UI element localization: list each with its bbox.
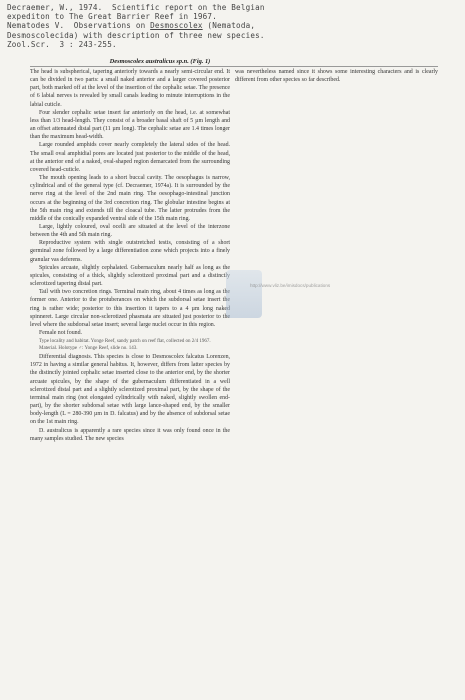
species-title: Desmoscolex australicus sp.n. (Fig. 1)	[109, 58, 211, 65]
paragraph-mouth: The mouth opening leads to a short buccal cavity. The oesophagus is narrow, cylindrical and of the general type (cf. Decraemer, 1974a). It is surrounded by the nerve ring at the level of the 2nd main ring. The oesophago-intestinal junction occurs at the beginning of the 3rd concretion ring. The globular intestine begins at the 5th main ring and extends till the cloacal tube. The latter protrudes from the middle of the conically expanded ventral side of the 15th main ring.	[30, 175, 230, 222]
left-column	[30, 68, 230, 443]
female-note: Female not found.	[39, 330, 83, 336]
paragraph-ocelli: Large, lightly coloured, oval ocelli are situated at the level of the interzone between the 4th and 5th main ring.	[30, 223, 230, 239]
paragraph-tail: Tail with two concretion rings. Terminal main ring, about 4 times as long as the former one. Anterior to the protuberances on which the subdorsal setae insert the ring is rather wide; posterior to this insertion it tapers to a 4 µm long naked spinneret. Large circular non-sclerotized phasmata are situated just posterior to the level where the subdorsal setae insert; several large nuclei occur in this region.	[30, 289, 230, 328]
citation-line-1: Decraemer, W., 1974. Scientific report on the Belgian	[7, 3, 265, 12]
citation-line-5: Zool.Scr. 3 : 243-255.	[7, 39, 117, 49]
paragraph-cephalic-setae: Four slender cephalic setae insert far anteriorly on the head, i.e. at somewhat less than 1/3 head-length. They consist of a broader basal shaft of 5 µm length and an offset attenuated distal part (11 µm long). The cephalic setae are 1.4 times longer than the maximum head-width.	[30, 109, 230, 141]
citation-line-2: expediton to The Great Barrier Reef in 1967.	[7, 12, 217, 22]
paragraph-rarity: D. australicus is apparently a rare species since it was only found once in the many samples studied. The new species	[30, 427, 230, 442]
paragraph-continuation: was nevertheless named since it shows some interesting characters and is clearly different from other species so far described.	[235, 69, 438, 84]
citation-line-3a: Nematodes V. Observations on	[7, 21, 151, 31]
paragraph-amphids: Large rounded amphids cover nearly completely the lateral sides of the head. The small oval amphidial pores are located just posterior to the middle of the head, at the anterior end of a naked, oval-shaped region demarcated from the surrounding covered head-cuticle.	[30, 142, 230, 173]
citation-line-4: Desmoscolecida) with description of three new species.	[7, 30, 265, 40]
type-locality: Type locality and habitat. Yonge Reef, sandy patch on reef flat, collected on 2/4 1967.	[39, 339, 211, 345]
paragraph-reproductive: Reproductive system with single outstretched testis, consisting of a short germinal zone followed by a large differentiation zone which projects into a finely granular vas deferens.	[30, 240, 230, 263]
genus-name-underlined: Desmoscolex	[150, 21, 203, 31]
library-stamp	[226, 270, 262, 318]
title-divider	[30, 66, 438, 67]
paragraph-spicules: Spicules arcuate, slightly cephalated. Gubernaculum nearly half as long as the spicules, consisting of a thick, slightly sclerotized proximal part and a distinctly sclerotized tapering distal part.	[30, 264, 230, 288]
material: Material. Holotype ♂: Yonge Reef, slide no. 143.	[39, 346, 138, 352]
watermark-url: http://www.vliz.be/imisdocs/publications	[250, 283, 331, 288]
paragraph-head: The head is subspherical, tapering anteriorly towards a nearly semi-circular end. It can be divided in two parts: a small naked anterior and a larger covered posterior part, both marked off at the level of the insertion of the cephalic setae. The presence of 6 labial nerves is revealed by small canals leading to minute interruptions in the labial cuticle.	[30, 69, 230, 108]
citation-line-3c: (Nematoda,	[202, 21, 256, 31]
citation-header	[7, 3, 457, 49]
right-column	[235, 68, 438, 84]
paragraph-differential-diagnosis: Differential diagnosis. This species is close to Desmoscolex falcatus Lorenzen, 1972 in having a similar general habitus. It, however, differs from latter species by the distinctly jointed cephalic setae inserted close to the anterior end, by the shorter arcuate spicules, by the shape of the gubernaculum differentiated in a well sclerotized distal part and a slightly sclerotized proximal part, by the shape of the terminal main ring (not elongated cylindrically with naked, slightly swollen end-part), by the shorter subdorsal setae with large lance-shaped end, by the smaller body-length (L = 280-390 µm in D. falcatus) and by the absence of subdorsal setae on the 1st main ring.	[30, 354, 230, 426]
